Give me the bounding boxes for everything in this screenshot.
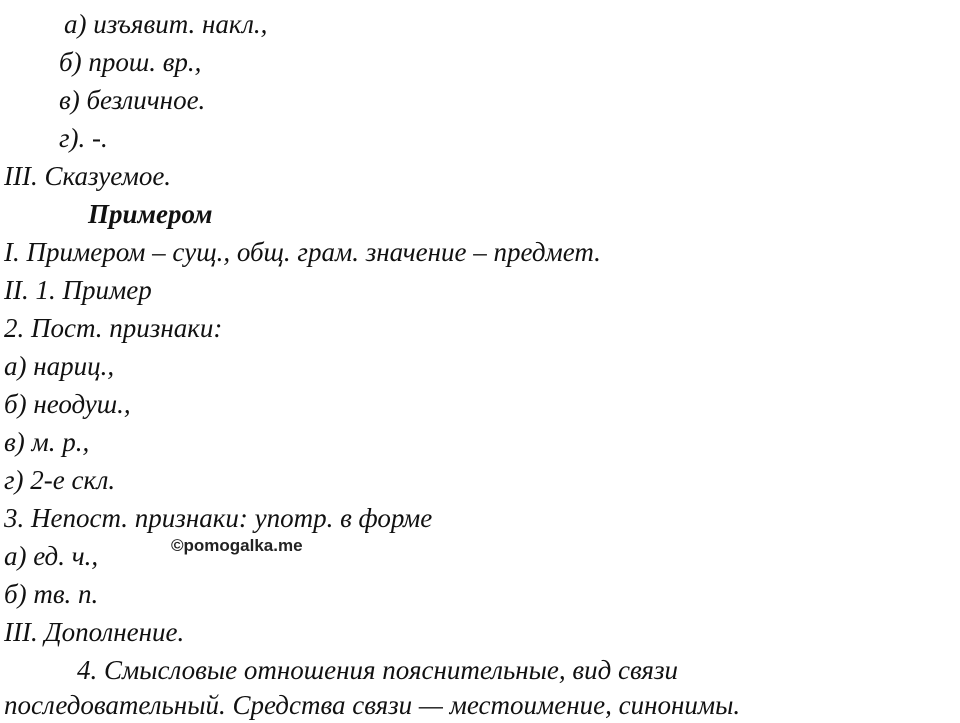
- section-heading-word: Примером: [88, 199, 213, 229]
- text-line-semantic-relations: 4. Смысловые отношения пояснительные, вид связи: [77, 655, 678, 685]
- watermark: ©pomogalka.me: [171, 536, 303, 555]
- text-line-declension: г) 2-е скл.: [4, 465, 116, 495]
- text-line-impersonal: в) безличное.: [59, 85, 206, 115]
- text-line-common-noun: а) нариц.,: [4, 351, 115, 381]
- text-line-part-of-speech: I. Примером – сущ., общ. грам. значение – предмет.: [4, 237, 601, 267]
- text-line-means-of-connection: последовательный. Средства связи — местоимение, синонимы.: [4, 690, 741, 720]
- text-line-initial-form: II. 1. Пример: [4, 275, 152, 305]
- text-line-dash: г). -.: [59, 123, 108, 153]
- text-line-gender: в) м. р.,: [4, 427, 90, 457]
- text-line-tense: б) прош. вр.,: [59, 47, 202, 77]
- text-line-variable-features: 3. Непост. признаки: употр. в форме: [4, 503, 433, 533]
- text-line-predicate: III. Сказуемое.: [4, 161, 172, 191]
- text-line-object: III. Дополнение.: [4, 617, 185, 647]
- text-line-inanimate: б) неодуш.,: [4, 389, 131, 419]
- text-line-case: б) тв. п.: [4, 579, 99, 609]
- text-line-singular: а) ед. ч.,: [4, 541, 99, 571]
- text-line-mood: а) изъявит. накл.,: [64, 9, 268, 39]
- text-line-constant-features: 2. Пост. признаки:: [4, 313, 223, 343]
